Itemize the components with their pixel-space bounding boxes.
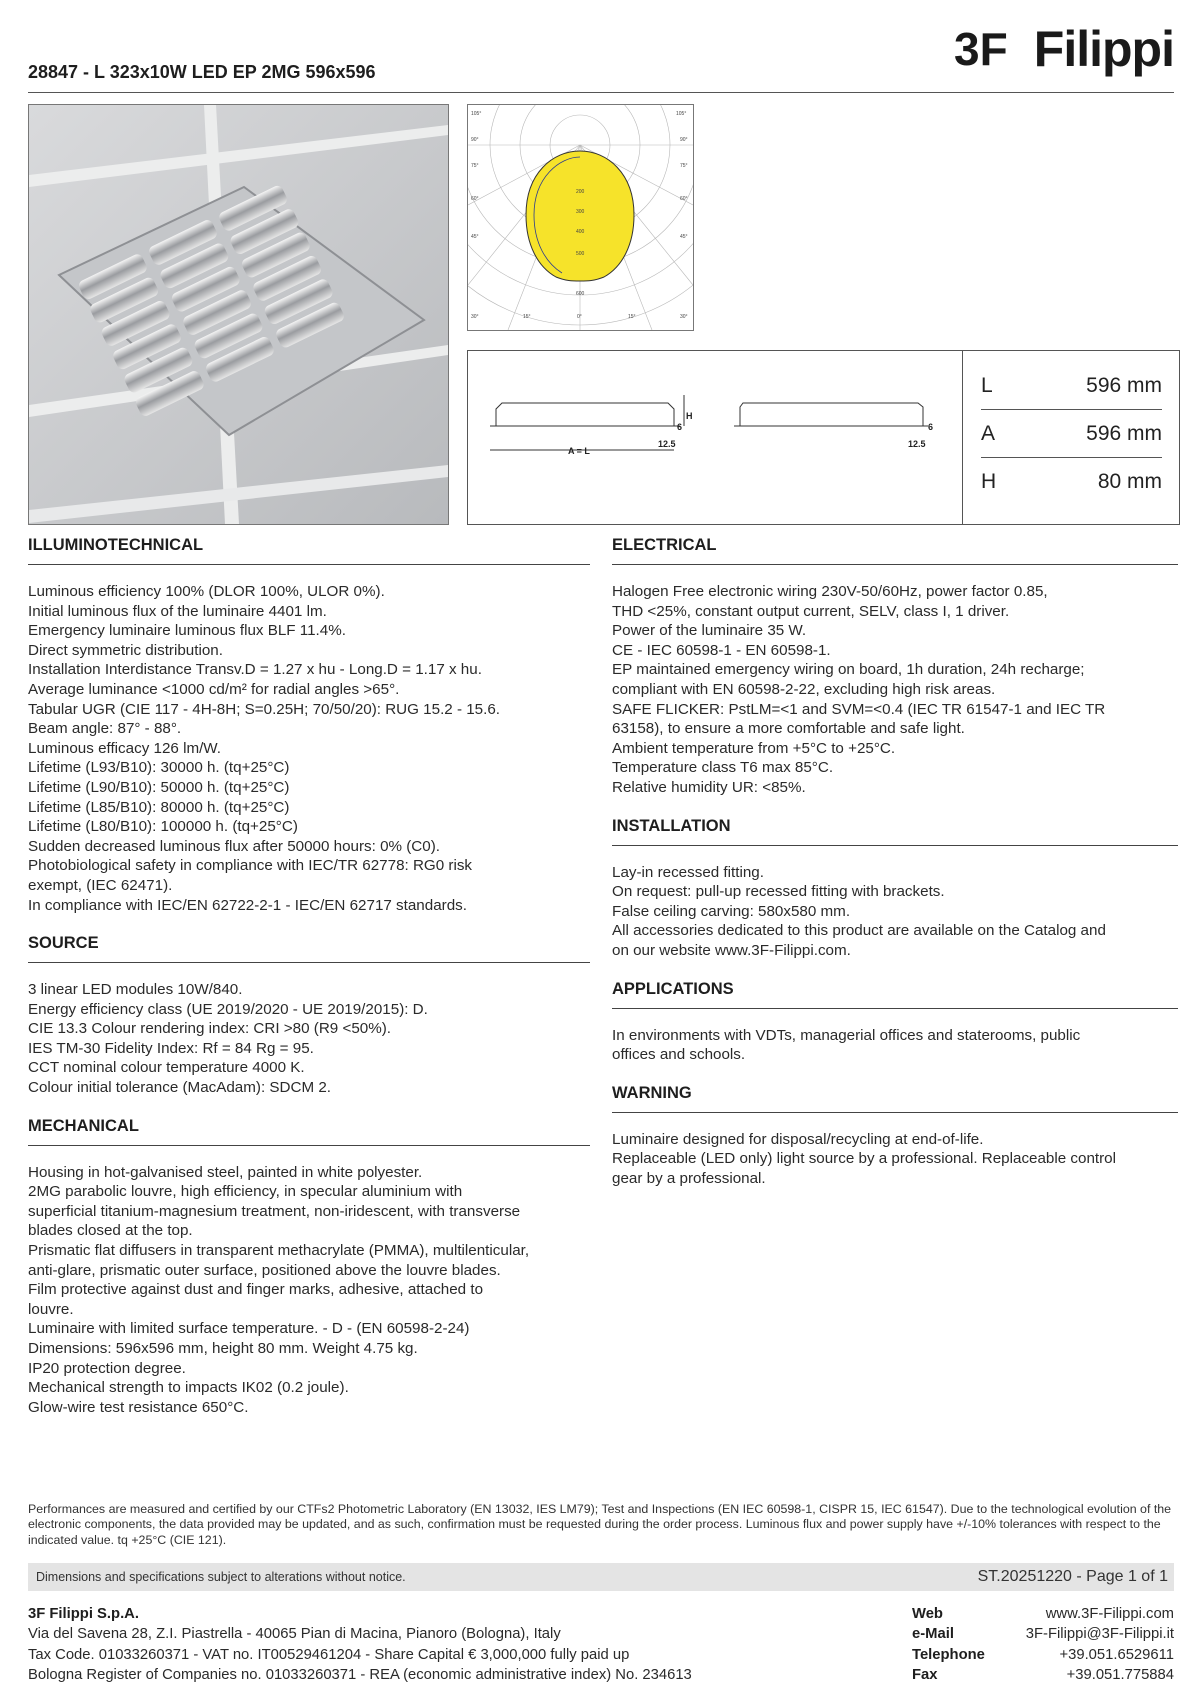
section-heading: MECHANICAL (28, 1117, 590, 1146)
angle-label: 75° (680, 163, 688, 169)
contact-list (912, 1604, 1174, 1686)
spec-line: False ceiling carving: 580x580 mm. (612, 902, 851, 920)
angle-label: 30° (680, 314, 688, 320)
website-link[interactable]: www.3F-Filippi.com (1045, 1606, 1174, 1622)
product-photo (28, 104, 449, 525)
email-link[interactable]: 3F-Filippi@3F-Filippi.it (1025, 1626, 1174, 1643)
section-source (28, 934, 590, 1098)
spec-line: Luminous efficiency 100% (DLOR 100%, ULOR 0%). (28, 583, 385, 600)
radial-label: 500 (576, 251, 585, 257)
section-body (612, 863, 1178, 961)
contact-label: e-Mail (912, 1626, 954, 1643)
section-applications (612, 980, 1178, 1065)
spec-line: Luminaire with limited surface temperature. - D - (EN 60598-2-24) (28, 1320, 470, 1338)
dimension-value: 80 mm (1097, 470, 1162, 493)
section-body (612, 582, 1178, 798)
spec-line: Energy efficiency class (UE 2019/2020 - UE 2019/2015): D. (28, 1000, 428, 1018)
photometric-curve (468, 105, 693, 330)
spec-line: Lifetime (L93/B10): 30000 h. (tq+25°C) (28, 759, 290, 777)
spec-line: Lifetime (L90/B10): 50000 h. (tq+25°C) (28, 778, 290, 796)
dimensions-panel (467, 350, 1180, 525)
spec-line: Beam angle: 87° - 88°. (28, 720, 182, 738)
spec-line: Dimensions: 596x596 mm, height 80 mm. Weight 4.75 kg. (28, 1340, 418, 1357)
company-register: Bologna Register of Companies no. 01033260371 - REA (economic administrative index) No. 234613 (28, 1667, 692, 1684)
angle-label: 60° (471, 196, 479, 202)
radial-label: 300 (576, 209, 585, 215)
radial-label: 200 (576, 189, 585, 195)
brand-name: Filippi (1033, 21, 1174, 77)
company-name: 3F Filippi S.p.A. (28, 1606, 139, 1622)
section-body (28, 980, 590, 1098)
contact-label: Telephone (912, 1646, 985, 1663)
angle-label: 90° (471, 137, 479, 143)
spec-column-right (612, 536, 1178, 1188)
company-tax: Tax Code. 01033260371 - VAT no. IT00529461204 - Share Capital € 3,000,000 fully paid up (28, 1646, 630, 1663)
spec-line: Ambient temperature from +5°C to +25°C. (612, 739, 896, 757)
spec-line: Halogen Free electronic wiring 230V-50/60Hz, power factor 0.85, THD <25%, constant output current, SELV, class I, 1 driver. (612, 583, 1048, 620)
section-mechanical (28, 1117, 590, 1418)
radial-label: 600 (576, 291, 585, 297)
angle-label: 15° (523, 314, 531, 320)
drawing-label-12-5: 12.5 (658, 439, 676, 449)
drawing-label-h: H (686, 411, 693, 421)
spec-line: EP maintained emergency wiring on board, 1h duration, 24h recharge; compliant with EN 60598-2-22, excluding high risk areas. (612, 661, 1085, 698)
telephone-value: +39.051.6529611 (1059, 1646, 1174, 1663)
angle-label: 30° (471, 314, 479, 320)
section-body (28, 582, 590, 915)
section-electrical (612, 536, 1178, 798)
alteration-notice: Dimensions and specifications subject to alterations without notice. (36, 1570, 406, 1584)
spec-line: SAFE FLICKER: PstLM=<1 and SVM=<0.4 (IEC TR 61547-1 and IEC TR 63158), to ensure a more comfortable and safe light. (612, 700, 1106, 738)
spec-line: In compliance with IEC/EN 62722-2-1 - IEC/EN 62717 standards. (28, 896, 467, 914)
section-heading: WARNING (612, 1084, 1178, 1113)
section-installation (612, 817, 1178, 961)
drawing-label-6: 6 (677, 422, 683, 432)
company-address: Via del Savena 28, Z.I. Piastrella - 40065 Pian di Macina, Pianoro (Bologna), Italy (28, 1626, 561, 1643)
spec-line: Photobiological safety in compliance with IEC/TR 62778: RG0 risk exempt, (IEC 62471). (28, 857, 473, 894)
contact-email (912, 1624, 1174, 1644)
dimension-value: 596 mm (1086, 374, 1162, 397)
spec-line: Relative humidity UR: <85%. (612, 778, 806, 796)
spec-line: Mechanical strength to impacts IK02 (0.2 joule). (28, 1379, 349, 1397)
spec-line: Housing in hot-galvanised steel, painted in white polyester. (28, 1163, 423, 1181)
contact-label: Fax (912, 1667, 938, 1684)
contact-web (912, 1604, 1174, 1624)
angle-label: 45° (471, 234, 479, 240)
dimension-key: A (981, 422, 996, 445)
spec-line: CIE 13.3 Colour rendering index: CRI >80 (R9 <50%). (28, 1020, 392, 1038)
section-body (612, 1130, 1178, 1189)
product-title: 28847 - L 323x10W LED EP 2MG 596x596 (28, 62, 376, 82)
section-body (612, 1026, 1178, 1065)
dimension-row-h (981, 459, 1162, 505)
luminaire-photo-illustration (29, 105, 448, 524)
section-heading: APPLICATIONS (612, 980, 1178, 1009)
spec-line: IP20 protection degree. (28, 1359, 186, 1377)
contact-label: Web (912, 1606, 943, 1622)
section-illuminotechnical (28, 536, 590, 915)
spec-line: Power of the luminaire 35 W. (612, 622, 807, 640)
spec-line: Lifetime (L85/B10): 80000 h. (tq+25°C) (28, 798, 290, 816)
angle-label: 105° (471, 111, 482, 117)
section-heading: ELECTRICAL (612, 536, 1178, 565)
spec-line: Average luminance <1000 cd/m² for radial angles >65°. (28, 680, 400, 698)
angle-label: 60° (680, 196, 688, 202)
spec-line: 3 linear LED modules 10W/840. (28, 981, 243, 999)
section-heading: ILLUMINOTECHNICAL (28, 536, 590, 565)
spec-line: Lay-in recessed fitting. (612, 863, 764, 881)
performance-note: Performances are measured and certified by our CTFs2 Photometric Laboratory (EN 13032, IES LM79); Test and Inspections (EN IEC 60598-1, CISPR 15, IEC 61547). Due to the technological evolution of the electronic components, the data provided may be updated, and as such, confirmation must be requested during the order process. Luminous flux and power supply have +/-10% tolerances with respect to the indicated value. tq +25°C (CIE 121). (28, 1502, 1172, 1547)
notice-bar (28, 1563, 1174, 1591)
spec-line: Replaceable (LED only) light source by a professional. Replaceable control gear by a professional. (612, 1150, 1116, 1187)
dimension-value: 596 mm (1086, 422, 1162, 445)
spec-line: On request: pull-up recessed fitting with brackets. (612, 883, 945, 901)
polar-diagram (467, 104, 694, 331)
dimension-key: H (981, 470, 997, 493)
spec-line: Direct symmetric distribution. (28, 641, 223, 659)
spec-line: Colour initial tolerance (MacAdam): SDCM 2. (28, 1079, 332, 1097)
dimension-row-l (981, 363, 1162, 410)
spec-line: Initial luminous flux of the luminaire 4401 lm. (28, 602, 327, 620)
angle-label: 90° (680, 137, 688, 143)
title-divider (28, 92, 1174, 93)
document-reference: ST.20251220 - Page 1 of 1 (977, 1568, 1168, 1585)
drawing-label-a-l: A = L (568, 446, 590, 456)
spec-line: Lifetime (L80/B10): 100000 h. (tq+25°C) (28, 818, 298, 836)
contact-fax (912, 1665, 1174, 1685)
dimension-key: L (981, 374, 993, 397)
spec-line: CE - IEC 60598-1 - EN 60598-1. (612, 641, 831, 659)
3f-logo-icon (954, 27, 1026, 71)
section-heading: INSTALLATION (612, 817, 1178, 846)
spec-line: Installation Interdistance Transv.D = 1.27 x hu - Long.D = 1.17 x hu. (28, 661, 482, 679)
drawing-label-6: 6 (928, 422, 934, 432)
spec-line: 2MG parabolic louvre, high efficiency, in specular aluminium with superficial titanium-magnesium treatment, non-iridescent, with transverse blades closed at the top. (28, 1183, 521, 1240)
spec-line: Prismatic flat diffusers in transparent methacrylate (PMMA), multilenticular, anti-glare, prismatic outer surface, positioned above the louvre blades. (28, 1242, 530, 1279)
radial-label: 400 (576, 229, 585, 235)
angle-label: 75° (471, 163, 479, 169)
section-body (28, 1163, 590, 1418)
spec-line: Sudden decreased luminous flux after 50000 hours: 0% (C0). (28, 837, 440, 855)
luminous-intensity-curve (526, 151, 634, 281)
spec-line: Temperature class T6 max 85°C. (612, 759, 834, 777)
spec-line: CCT nominal colour temperature 4000 K. (28, 1059, 305, 1077)
dimensions-table (962, 351, 1180, 524)
drawing-label-12-5: 12.5 (908, 439, 926, 449)
spec-line: Tabular UGR (CIE 117 - 4H-8H; S=0.25H; 70/50/20): RUG 15.2 - 15.6. (28, 700, 501, 718)
dimension-row-a (981, 411, 1162, 458)
spec-line: Glow-wire test resistance 650°C. (28, 1398, 249, 1416)
technical-drawing (468, 351, 962, 524)
company-info (28, 1604, 692, 1686)
spec-line: IES TM-30 Fidelity Index: Rf = 84 Rg = 95. (28, 1039, 314, 1057)
brand-logo (954, 20, 1174, 78)
spec-line: All accessories dedicated to this product are available on the Catalog and on our website www.3F-Filippi.com. (612, 922, 1106, 959)
contact-telephone (912, 1645, 1174, 1665)
section-warning (612, 1084, 1178, 1189)
fax-value: +39.051.775884 (1066, 1667, 1174, 1684)
angle-label: 105° (676, 111, 687, 117)
spec-line: Film protective against dust and finger marks, adhesive, attached to louvre. (28, 1281, 484, 1318)
angle-label: 45° (680, 234, 688, 240)
spec-line: Emergency luminaire luminous flux BLF 11.4%. (28, 622, 346, 640)
spec-line: Luminous efficacy 126 lm/W. (28, 739, 222, 757)
angle-label: 15° (628, 314, 636, 320)
spec-line: In environments with VDTs, managerial offices and staterooms, public offices and schools. (612, 1026, 1081, 1064)
angle-label: 0° (577, 314, 582, 320)
spec-line: Luminaire designed for disposal/recycling at end-of-life. (612, 1130, 984, 1148)
spec-column-left (28, 536, 590, 1417)
section-heading: SOURCE (28, 934, 590, 963)
svg-text:3F: 3F (953, 27, 1008, 71)
